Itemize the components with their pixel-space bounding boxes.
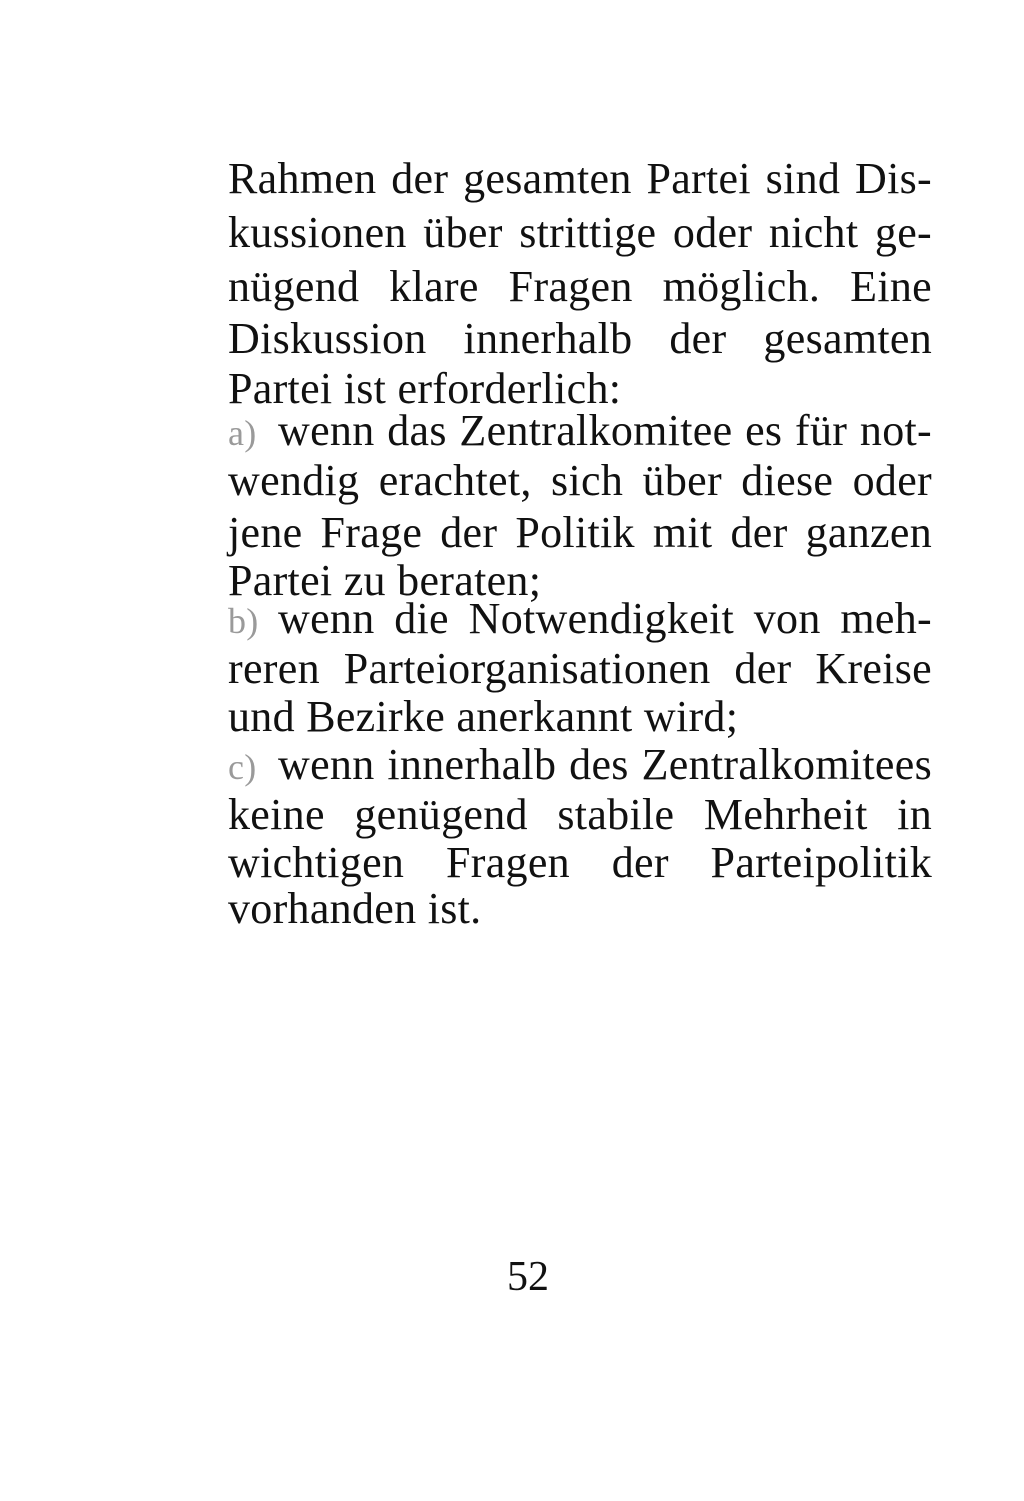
- text-line: Partei zu beraten;: [228, 556, 542, 605]
- text-line: Diskussion innerhalb der gesamten: [228, 314, 932, 363]
- text-line: reren Parteiorganisationen der Kreise: [228, 644, 932, 693]
- text-line: Partei ist erforderlich:: [228, 364, 622, 413]
- list-marker: c): [228, 747, 257, 787]
- list-item-text: wenn die Notwendigkeit von meh-: [278, 594, 932, 643]
- text-line: kussionen über strittige oder nicht ge-: [228, 208, 932, 257]
- text-line: und Bezirke anerkannt wird;: [228, 692, 739, 741]
- text-line: keine genügend stabile Mehrheit in: [228, 790, 932, 839]
- text-line: wendig erachtet, sich über diese oder: [228, 456, 932, 505]
- text-line: wichtigen Fragen der Parteipolitik: [228, 838, 932, 887]
- list-item-text: wenn das Zentralkomitee es für not-: [278, 406, 932, 455]
- page-number: 52: [507, 1254, 549, 1300]
- text-line: nügend klare Fragen möglich. Eine: [228, 262, 932, 311]
- list-item-text: wenn innerhalb des Zentralkomitees: [278, 740, 932, 789]
- text-line: Rahmen der gesamten Partei sind Dis-: [228, 154, 932, 203]
- list-marker: a): [228, 413, 257, 453]
- list-marker: b): [228, 601, 259, 641]
- text-line: jene Frage der Politik mit der ganzen: [228, 508, 932, 557]
- text-line: vorhanden ist.: [228, 884, 482, 933]
